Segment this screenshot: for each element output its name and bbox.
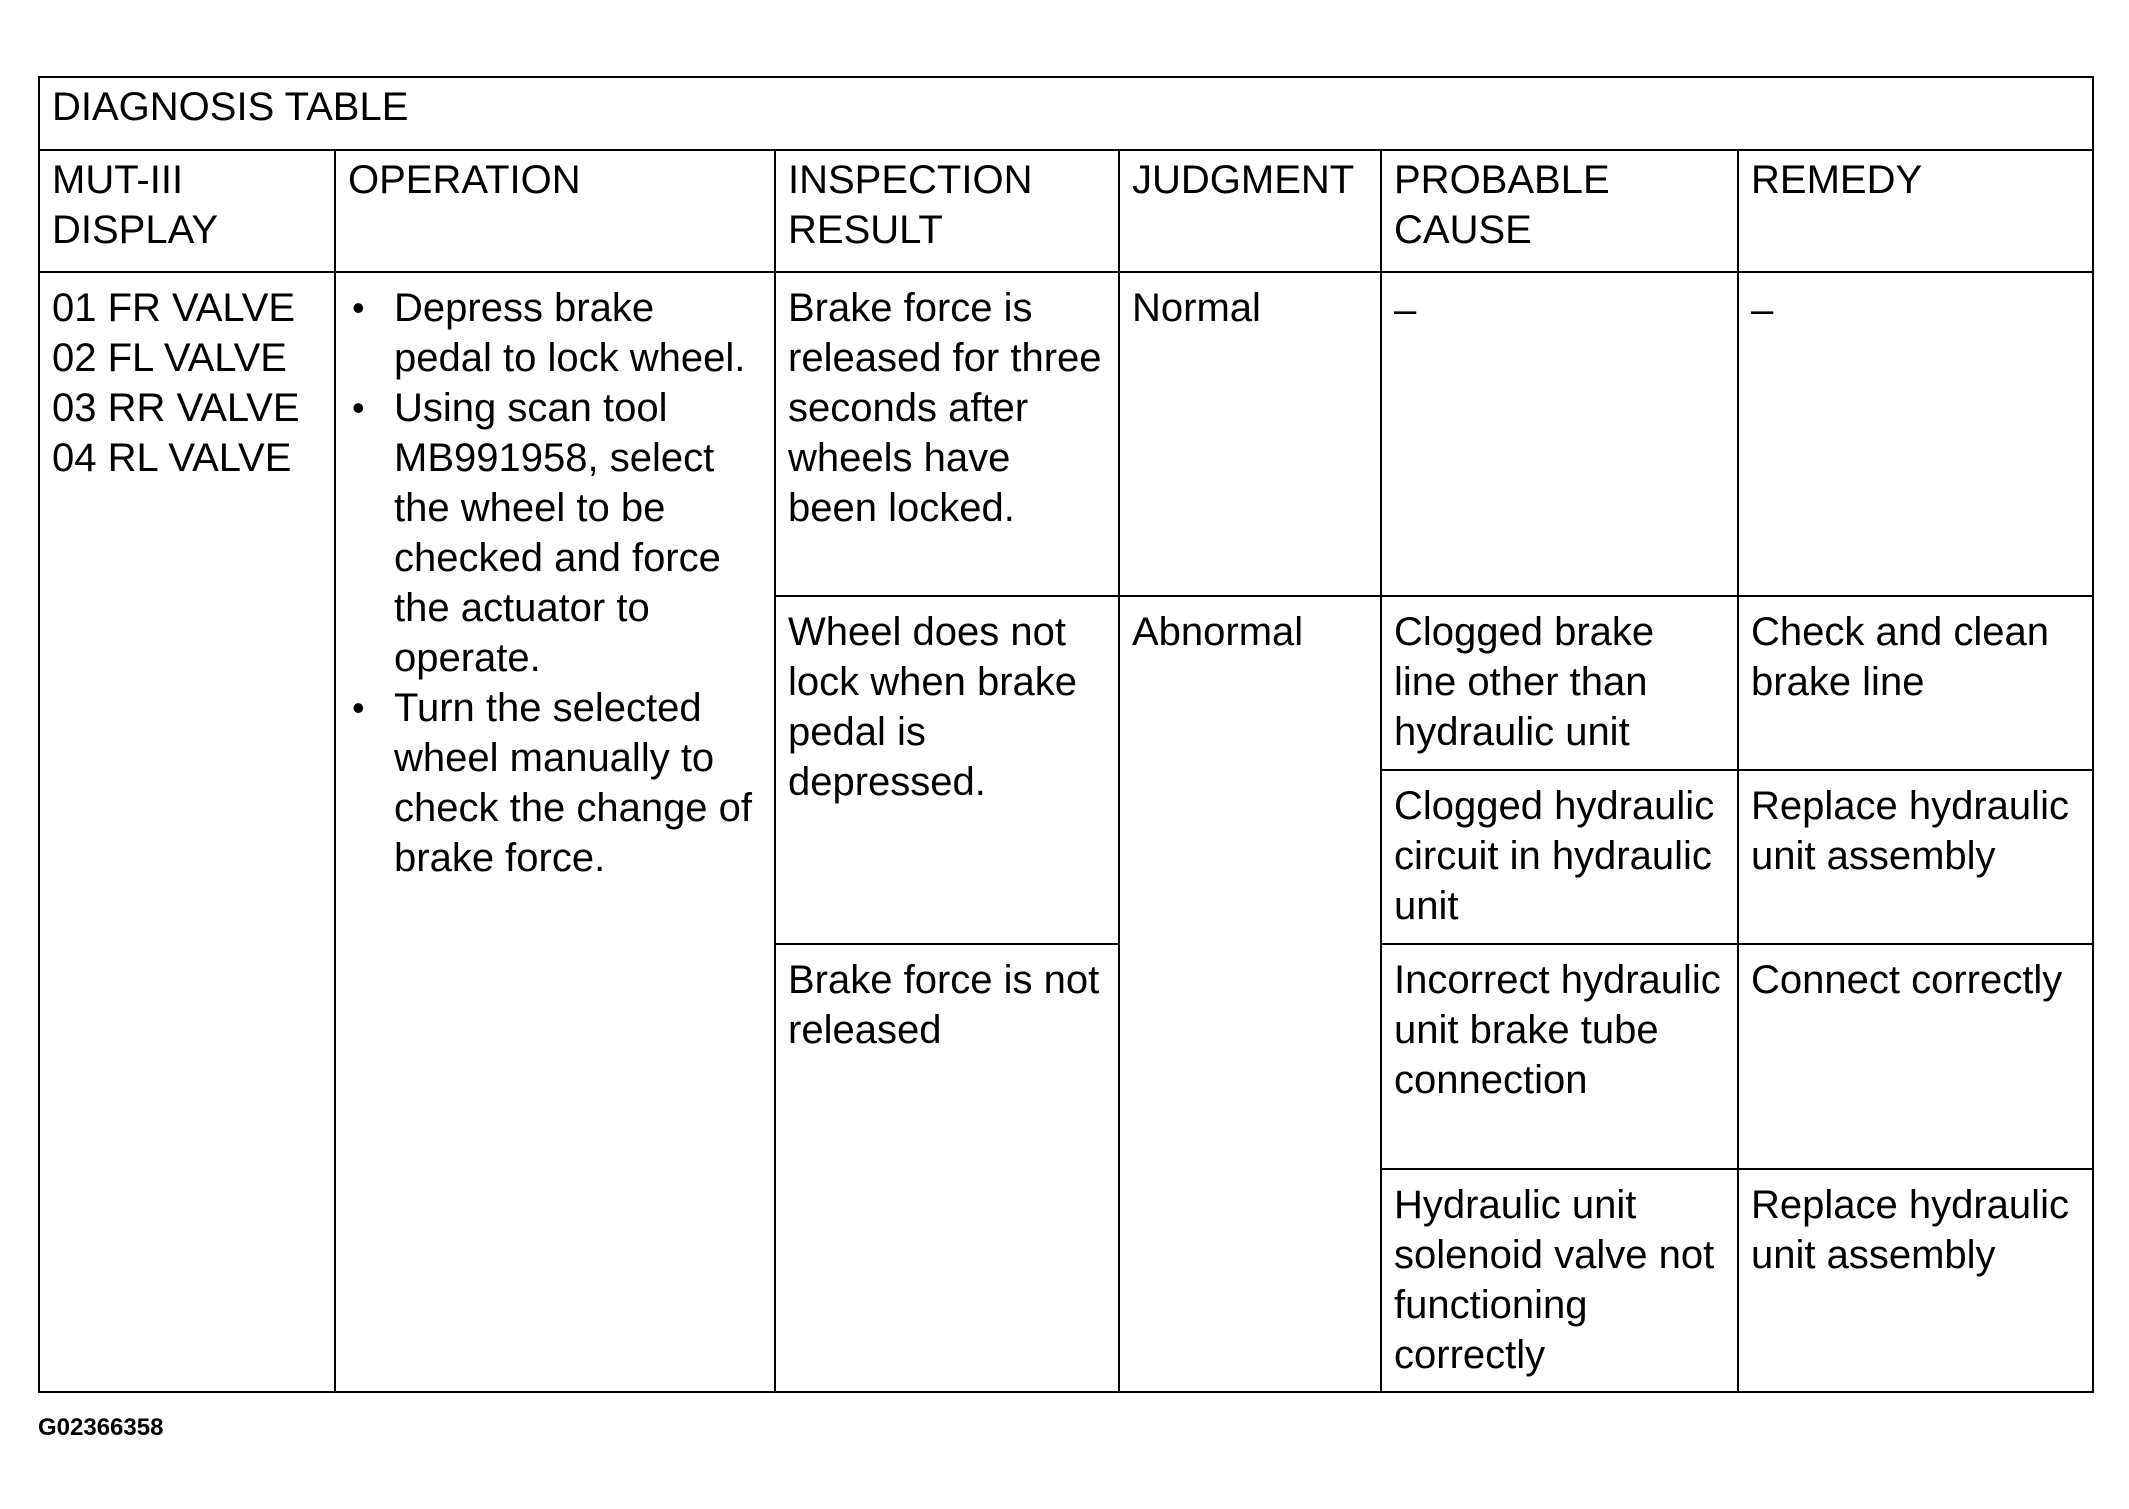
display-cell — [39, 272, 335, 1392]
display-item: 04 RL VALVE — [52, 436, 292, 480]
inspection-result-cell — [775, 596, 1119, 944]
remedy-text: Replace hydraulic unit assembly — [1751, 784, 2069, 878]
remedy-cell — [1738, 944, 2093, 1169]
probable-cause-text: Hydraulic unit solenoid valve not functioning correctly — [1394, 1183, 1715, 1377]
remedy-cell — [1738, 770, 2093, 944]
figure-id: G02366358 — [38, 1414, 164, 1441]
probable-cause-text: Clogged brake line other than hydraulic unit — [1394, 610, 1655, 754]
remedy-cell — [1738, 272, 2093, 596]
judgment-cell — [1119, 272, 1381, 596]
header-inspection-result — [775, 150, 1119, 272]
operation-cell — [335, 272, 775, 1392]
probable-cause-cell — [1381, 272, 1738, 596]
inspection-result-cell — [775, 272, 1119, 596]
probable-cause-cell — [1381, 596, 1738, 770]
probable-cause-cell — [1381, 944, 1738, 1169]
inspection-result-text: Brake force is released for three seconds after wheels have been locked. — [788, 286, 1102, 530]
table-title-text: DIAGNOSIS TABLE — [52, 85, 409, 129]
remedy-cell — [1738, 1169, 2093, 1392]
probable-cause-text: Incorrect hydraulic unit brake tube connection — [1394, 958, 1721, 1102]
remedy-text: – — [1751, 288, 1774, 332]
probable-cause-text: Clogged hydraulic circuit in hydraulic unit — [1394, 784, 1715, 928]
header-mut-iii-display-text: MUT-III DISPLAY — [52, 158, 218, 252]
remedy-text: Connect correctly — [1751, 958, 2063, 1002]
header-probable-cause — [1381, 150, 1738, 272]
header-remedy — [1738, 150, 2093, 272]
probable-cause-cell — [1381, 770, 1738, 944]
probable-cause-text: – — [1394, 288, 1417, 332]
operation-step: • Using scan tool MB991958, select the wheel to be checked and force the actuator to operate. — [394, 383, 762, 683]
probable-cause-cell — [1381, 1169, 1738, 1392]
display-item: 02 FL VALVE — [52, 336, 287, 380]
header-judgment — [1119, 150, 1381, 272]
judgment-cell — [1119, 596, 1381, 1392]
operation-list — [348, 283, 762, 883]
display-item: 01 FR VALVE — [52, 286, 296, 330]
header-inspection-result-text: INSPECTION RESULT — [788, 158, 1033, 252]
operation-step: • Depress brake pedal to lock wheel. — [394, 283, 762, 383]
remedy-cell — [1738, 596, 2093, 770]
diagnosis-table — [38, 76, 2094, 1393]
display-item: 03 RR VALVE — [52, 386, 300, 430]
judgment-text: Abnormal — [1132, 610, 1304, 654]
operation-step: • Turn the selected wheel manually to check the change of brake force. — [394, 683, 762, 883]
inspection-result-text: Wheel does not lock when brake pedal is depressed. — [788, 610, 1078, 804]
table-title — [39, 77, 2093, 150]
header-operation — [335, 150, 775, 272]
remedy-text: Replace hydraulic unit assembly — [1751, 1183, 2069, 1277]
inspection-result-cell — [775, 944, 1119, 1392]
header-operation-text: OPERATION — [348, 158, 581, 202]
header-mut-iii-display — [39, 150, 335, 272]
inspection-result-text: Brake force is not released — [788, 958, 1100, 1052]
header-remedy-text: REMEDY — [1751, 158, 1923, 202]
remedy-text: Check and clean brake line — [1751, 610, 2049, 704]
header-judgment-text: JUDGMENT — [1132, 158, 1355, 202]
judgment-text: Normal — [1132, 286, 1261, 330]
header-probable-cause-text: PROBABLE CAUSE — [1394, 158, 1610, 252]
